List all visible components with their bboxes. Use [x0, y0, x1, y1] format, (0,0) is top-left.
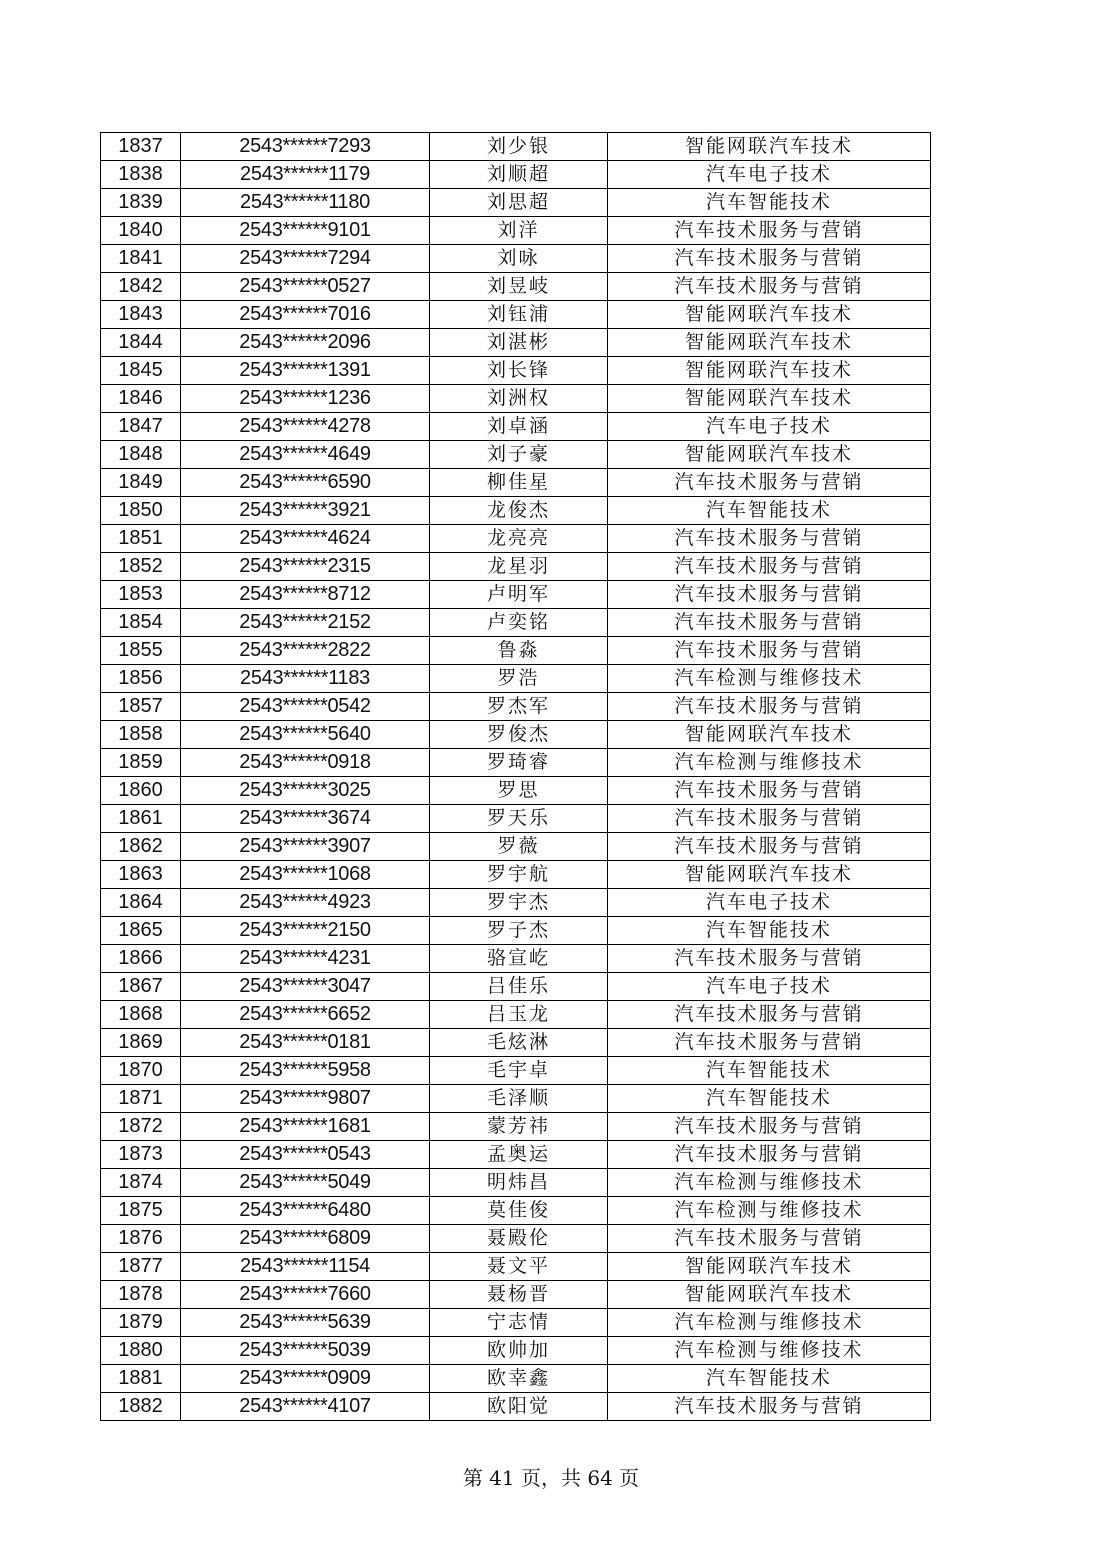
- student-name-cell: 毛宇卓: [430, 1057, 608, 1085]
- table-row: [101, 385, 931, 413]
- row-number-cell: 1855: [101, 637, 181, 665]
- table-row: [101, 1281, 931, 1309]
- row-number-cell: 1879: [101, 1309, 181, 1337]
- row-number-cell: 1868: [101, 1001, 181, 1029]
- student-name-cell: 刘少银: [430, 133, 608, 161]
- student-name-cell: 聂殿伦: [430, 1225, 608, 1253]
- row-number-cell: 1869: [101, 1029, 181, 1057]
- major-cell: 汽车技术服务与营销: [608, 273, 931, 301]
- table-row: [101, 1197, 931, 1225]
- student-id-cell: 2543******3025: [181, 777, 430, 805]
- major-cell: 汽车智能技术: [608, 1365, 931, 1393]
- major-cell: 汽车技术服务与营销: [608, 469, 931, 497]
- row-number-cell: 1860: [101, 777, 181, 805]
- major-cell: 汽车技术服务与营销: [608, 777, 931, 805]
- major-cell: 汽车技术服务与营销: [608, 637, 931, 665]
- table-row: [101, 805, 931, 833]
- table-row: [101, 1141, 931, 1169]
- major-cell: 智能网联汽车技术: [608, 133, 931, 161]
- table-row: [101, 1393, 931, 1421]
- student-name-cell: 卢奕铭: [430, 609, 608, 637]
- table-row: [101, 721, 931, 749]
- student-name-cell: 明炜昌: [430, 1169, 608, 1197]
- table-row: [101, 441, 931, 469]
- row-number-cell: 1840: [101, 217, 181, 245]
- row-number-cell: 1881: [101, 1365, 181, 1393]
- major-cell: 汽车技术服务与营销: [608, 1225, 931, 1253]
- row-number-cell: 1866: [101, 945, 181, 973]
- major-cell: 智能网联汽车技术: [608, 357, 931, 385]
- student-id-cell: 2543******0527: [181, 273, 430, 301]
- student-id-cell: 2543******2315: [181, 553, 430, 581]
- table-row: [101, 217, 931, 245]
- student-id-cell: 2543******1183: [181, 665, 430, 693]
- row-number-cell: 1877: [101, 1253, 181, 1281]
- row-number-cell: 1858: [101, 721, 181, 749]
- major-cell: 汽车检测与维修技术: [608, 749, 931, 777]
- student-name-cell: 刘昱岐: [430, 273, 608, 301]
- student-name-cell: 龙俊杰: [430, 497, 608, 525]
- row-number-cell: 1873: [101, 1141, 181, 1169]
- table-row: [101, 917, 931, 945]
- row-number-cell: 1851: [101, 525, 181, 553]
- row-number-cell: 1863: [101, 861, 181, 889]
- student-id-cell: 2543******2150: [181, 917, 430, 945]
- student-roster-table: [100, 132, 931, 1421]
- major-cell: 汽车技术服务与营销: [608, 245, 931, 273]
- student-id-cell: 2543******9101: [181, 217, 430, 245]
- major-cell: 汽车技术服务与营销: [608, 553, 931, 581]
- student-id-cell: 2543******4923: [181, 889, 430, 917]
- student-name-cell: 毛泽顺: [430, 1085, 608, 1113]
- table-row: [101, 1253, 931, 1281]
- major-cell: 汽车智能技术: [608, 1085, 931, 1113]
- row-number-cell: 1864: [101, 889, 181, 917]
- student-id-cell: 2543******4649: [181, 441, 430, 469]
- table-row: [101, 1001, 931, 1029]
- major-cell: 汽车技术服务与营销: [608, 1001, 931, 1029]
- student-id-cell: 2543******7294: [181, 245, 430, 273]
- student-id-cell: 2543******1681: [181, 1113, 430, 1141]
- student-id-cell: 2543******5039: [181, 1337, 430, 1365]
- row-number-cell: 1838: [101, 161, 181, 189]
- table-row: [101, 693, 931, 721]
- major-cell: 汽车技术服务与营销: [608, 945, 931, 973]
- table-row: [101, 469, 931, 497]
- row-number-cell: 1842: [101, 273, 181, 301]
- student-name-cell: 刘洋: [430, 217, 608, 245]
- major-cell: 汽车智能技术: [608, 189, 931, 217]
- row-number-cell: 1867: [101, 973, 181, 1001]
- student-id-cell: 2543******6590: [181, 469, 430, 497]
- row-number-cell: 1841: [101, 245, 181, 273]
- student-id-cell: 2543******0542: [181, 693, 430, 721]
- student-name-cell: 刘卓涵: [430, 413, 608, 441]
- major-cell: 汽车技术服务与营销: [608, 805, 931, 833]
- student-name-cell: 聂文平: [430, 1253, 608, 1281]
- row-number-cell: 1848: [101, 441, 181, 469]
- table-row: [101, 1085, 931, 1113]
- row-number-cell: 1880: [101, 1337, 181, 1365]
- row-number-cell: 1844: [101, 329, 181, 357]
- student-id-cell: 2543******1236: [181, 385, 430, 413]
- table-row: [101, 777, 931, 805]
- table-row: [101, 889, 931, 917]
- major-cell: 汽车电子技术: [608, 973, 931, 1001]
- row-number-cell: 1852: [101, 553, 181, 581]
- student-name-cell: 孟奥运: [430, 1141, 608, 1169]
- row-number-cell: 1857: [101, 693, 181, 721]
- major-cell: 智能网联汽车技术: [608, 329, 931, 357]
- major-cell: 汽车技术服务与营销: [608, 1141, 931, 1169]
- student-name-cell: 鲁淼: [430, 637, 608, 665]
- student-name-cell: 龙星羽: [430, 553, 608, 581]
- student-name-cell: 罗薇: [430, 833, 608, 861]
- major-cell: 汽车电子技术: [608, 889, 931, 917]
- page-number-footer: 第 41 页，共 64 页: [462, 1466, 640, 1490]
- row-number-cell: 1872: [101, 1113, 181, 1141]
- student-id-cell: 2543******7660: [181, 1281, 430, 1309]
- table-row: [101, 945, 931, 973]
- major-cell: 汽车检测与维修技术: [608, 1309, 931, 1337]
- student-id-cell: 2543******4231: [181, 945, 430, 973]
- table-row: [101, 161, 931, 189]
- major-cell: 汽车技术服务与营销: [608, 1029, 931, 1057]
- student-id-cell: 2543******7016: [181, 301, 430, 329]
- student-id-cell: 2543******3047: [181, 973, 430, 1001]
- row-number-cell: 1847: [101, 413, 181, 441]
- row-number-cell: 1876: [101, 1225, 181, 1253]
- major-cell: 汽车智能技术: [608, 917, 931, 945]
- major-cell: 智能网联汽车技术: [608, 441, 931, 469]
- student-name-cell: 毛炫淋: [430, 1029, 608, 1057]
- major-cell: 汽车检测与维修技术: [608, 665, 931, 693]
- table-row: [101, 133, 931, 161]
- table-row: [101, 357, 931, 385]
- row-number-cell: 1859: [101, 749, 181, 777]
- student-id-cell: 2543******4278: [181, 413, 430, 441]
- major-cell: 汽车智能技术: [608, 1057, 931, 1085]
- table-row: [101, 1225, 931, 1253]
- row-number-cell: 1878: [101, 1281, 181, 1309]
- student-name-cell: 莫佳俊: [430, 1197, 608, 1225]
- student-id-cell: 2543******4624: [181, 525, 430, 553]
- major-cell: 智能网联汽车技术: [608, 301, 931, 329]
- student-name-cell: 刘长锋: [430, 357, 608, 385]
- student-name-cell: 龙亮亮: [430, 525, 608, 553]
- table-row: [101, 301, 931, 329]
- table-row: [101, 1029, 931, 1057]
- table-row: [101, 525, 931, 553]
- student-name-cell: 欧幸鑫: [430, 1365, 608, 1393]
- major-cell: 智能网联汽车技术: [608, 861, 931, 889]
- student-id-cell: 2543******5639: [181, 1309, 430, 1337]
- student-id-cell: 2543******7293: [181, 133, 430, 161]
- table-row: [101, 245, 931, 273]
- row-number-cell: 1846: [101, 385, 181, 413]
- row-number-cell: 1871: [101, 1085, 181, 1113]
- major-cell: 汽车技术服务与营销: [608, 581, 931, 609]
- student-id-cell: 2543******5049: [181, 1169, 430, 1197]
- student-name-cell: 刘钰浦: [430, 301, 608, 329]
- major-cell: 汽车检测与维修技术: [608, 1169, 931, 1197]
- student-name-cell: 刘湛彬: [430, 329, 608, 357]
- row-number-cell: 1839: [101, 189, 181, 217]
- student-name-cell: 刘顺超: [430, 161, 608, 189]
- row-number-cell: 1850: [101, 497, 181, 525]
- student-name-cell: 欧阳觉: [430, 1393, 608, 1421]
- student-name-cell: 罗天乐: [430, 805, 608, 833]
- major-cell: 汽车技术服务与营销: [608, 217, 931, 245]
- student-name-cell: 刘子豪: [430, 441, 608, 469]
- row-number-cell: 1849: [101, 469, 181, 497]
- student-name-cell: 吕玉龙: [430, 1001, 608, 1029]
- student-name-cell: 吕佳乐: [430, 973, 608, 1001]
- student-id-cell: 2543******3907: [181, 833, 430, 861]
- table-row: [101, 497, 931, 525]
- student-id-cell: 2543******2822: [181, 637, 430, 665]
- table-row: [101, 833, 931, 861]
- row-number-cell: 1845: [101, 357, 181, 385]
- major-cell: 汽车技术服务与营销: [608, 1113, 931, 1141]
- table-row: [101, 1113, 931, 1141]
- student-name-cell: 刘洲权: [430, 385, 608, 413]
- student-id-cell: 2543******1179: [181, 161, 430, 189]
- student-name-cell: 刘咏: [430, 245, 608, 273]
- student-id-cell: 2543******6809: [181, 1225, 430, 1253]
- student-name-cell: 刘思超: [430, 189, 608, 217]
- roster-body: [101, 133, 931, 1421]
- table-row: [101, 1365, 931, 1393]
- student-name-cell: 罗俊杰: [430, 721, 608, 749]
- table-row: [101, 609, 931, 637]
- major-cell: 智能网联汽车技术: [608, 1281, 931, 1309]
- table-row: [101, 553, 931, 581]
- student-id-cell: 2543******2096: [181, 329, 430, 357]
- table-row: [101, 637, 931, 665]
- table-row: [101, 861, 931, 889]
- table-row: [101, 329, 931, 357]
- row-number-cell: 1854: [101, 609, 181, 637]
- row-number-cell: 1862: [101, 833, 181, 861]
- student-name-cell: 罗琦睿: [430, 749, 608, 777]
- student-name-cell: 蒙芳祎: [430, 1113, 608, 1141]
- table-row: [101, 1169, 931, 1197]
- student-id-cell: 2543******1391: [181, 357, 430, 385]
- major-cell: 汽车技术服务与营销: [608, 693, 931, 721]
- student-id-cell: 2543******1180: [181, 189, 430, 217]
- table-row: [101, 973, 931, 1001]
- student-name-cell: 罗宇航: [430, 861, 608, 889]
- student-name-cell: 聂杨晋: [430, 1281, 608, 1309]
- student-id-cell: 2543******1154: [181, 1253, 430, 1281]
- student-id-cell: 2543******2152: [181, 609, 430, 637]
- student-name-cell: 柳佳星: [430, 469, 608, 497]
- student-id-cell: 2543******3674: [181, 805, 430, 833]
- student-name-cell: 罗杰军: [430, 693, 608, 721]
- major-cell: 智能网联汽车技术: [608, 385, 931, 413]
- student-name-cell: 骆宣屹: [430, 945, 608, 973]
- table-row: [101, 189, 931, 217]
- student-name-cell: 罗思: [430, 777, 608, 805]
- row-number-cell: 1882: [101, 1393, 181, 1421]
- major-cell: 汽车电子技术: [608, 413, 931, 441]
- student-id-cell: 2543******8712: [181, 581, 430, 609]
- row-number-cell: 1861: [101, 805, 181, 833]
- row-number-cell: 1843: [101, 301, 181, 329]
- major-cell: 智能网联汽车技术: [608, 721, 931, 749]
- student-id-cell: 2543******5640: [181, 721, 430, 749]
- row-number-cell: 1870: [101, 1057, 181, 1085]
- student-id-cell: 2543******0918: [181, 749, 430, 777]
- student-id-cell: 2543******3921: [181, 497, 430, 525]
- student-id-cell: 2543******6480: [181, 1197, 430, 1225]
- major-cell: 汽车电子技术: [608, 161, 931, 189]
- major-cell: 汽车技术服务与营销: [608, 1393, 931, 1421]
- table-row: [101, 1337, 931, 1365]
- student-name-cell: 宁志情: [430, 1309, 608, 1337]
- student-id-cell: 2543******0543: [181, 1141, 430, 1169]
- major-cell: 汽车智能技术: [608, 497, 931, 525]
- major-cell: 汽车技术服务与营销: [608, 525, 931, 553]
- student-name-cell: 罗子杰: [430, 917, 608, 945]
- table-row: [101, 581, 931, 609]
- row-number-cell: 1837: [101, 133, 181, 161]
- major-cell: 智能网联汽车技术: [608, 1253, 931, 1281]
- student-id-cell: 2543******9807: [181, 1085, 430, 1113]
- table-row: [101, 273, 931, 301]
- table-row: [101, 665, 931, 693]
- table-row: [101, 1057, 931, 1085]
- student-id-cell: 2543******1068: [181, 861, 430, 889]
- table-row: [101, 413, 931, 441]
- major-cell: 汽车检测与维修技术: [608, 1337, 931, 1365]
- student-name-cell: 罗宇杰: [430, 889, 608, 917]
- row-number-cell: 1875: [101, 1197, 181, 1225]
- major-cell: 汽车技术服务与营销: [608, 609, 931, 637]
- student-id-cell: 2543******5958: [181, 1057, 430, 1085]
- table-row: [101, 749, 931, 777]
- student-id-cell: 2543******6652: [181, 1001, 430, 1029]
- row-number-cell: 1853: [101, 581, 181, 609]
- table-row: [101, 1309, 931, 1337]
- student-id-cell: 2543******0181: [181, 1029, 430, 1057]
- row-number-cell: 1856: [101, 665, 181, 693]
- student-name-cell: 卢明军: [430, 581, 608, 609]
- major-cell: 汽车技术服务与营销: [608, 833, 931, 861]
- row-number-cell: 1865: [101, 917, 181, 945]
- row-number-cell: 1874: [101, 1169, 181, 1197]
- student-id-cell: 2543******0909: [181, 1365, 430, 1393]
- major-cell: 汽车检测与维修技术: [608, 1197, 931, 1225]
- student-id-cell: 2543******4107: [181, 1393, 430, 1421]
- student-name-cell: 欧帅加: [430, 1337, 608, 1365]
- student-name-cell: 罗浩: [430, 665, 608, 693]
